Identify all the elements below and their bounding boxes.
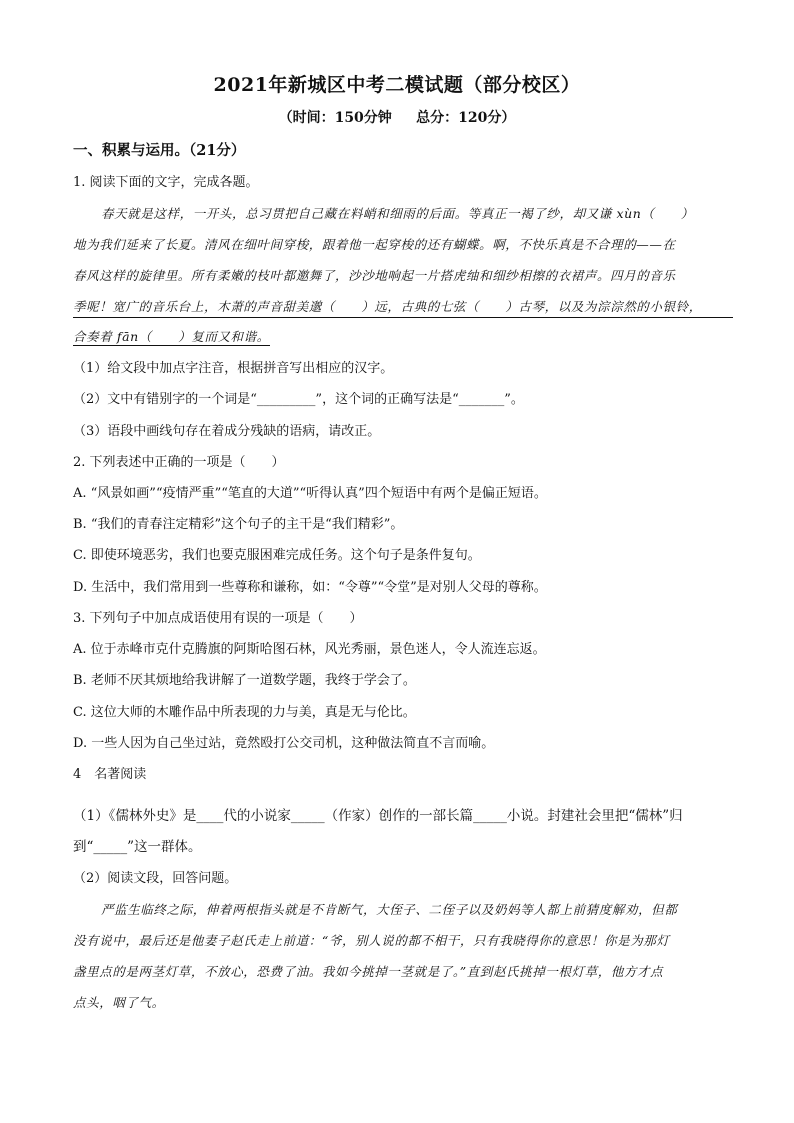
q4-sub2: （2）阅读文段，回答问题。 [73, 871, 238, 886]
q4-passage-line: 点头，咽了气。 [73, 995, 165, 1010]
q1-passage-line: 春风这样的旋律里。所有柔嫩的枝叶都邀舞了，沙沙地响起一片搭虎䌷和细纱相擦的衣裙声。四月的音乐 [73, 268, 676, 283]
q2-option-d: D. 生活中，我们常用到一些尊称和谦称，如：“令尊”“令堂”是对别人父母的尊称。 [73, 580, 547, 595]
q3-option-d: D. 一些人因为自己坐过站，竟然殴打公交司机，这种做法简直不言而喻。 [73, 736, 495, 751]
q1-sub-question: （3）语段中画线句存在着成分残缺的语病，请改正。 [73, 424, 381, 439]
q1-sub-question: （2）文中有错别字的一个词是“_________”，这个词的正确写法是“_______”。 [73, 392, 524, 407]
exam-title: 2021年新城区中考二模试题（部分校区） [213, 74, 581, 96]
q4-sub1-line: （1）《儒林外史》是____代的小说家_____（作家）创作的一部长篇_____小说。封建社会里把“儒林”归 [73, 808, 683, 824]
exam-subtitle: （时间：150分钟 总分：120分） [278, 110, 516, 126]
q1-passage-line: 春天就是这样，一开头，总习贯把自己藏在料峭和细雨的后面。等真正一褐了纱，却又谦 xùn（ ） [101, 206, 694, 221]
q2-option-c: C. 即使环境恶劣，我们也要克服困难完成任务。这个句子是条件复句。 [73, 548, 481, 563]
q3-option-b: B. 老师不厌其烦地给我讲解了一道数学题，我终于学会了。 [73, 673, 416, 688]
q1-sub-question: （1）给文段中加点字注音，根据拼音写出相应的汉字。 [73, 361, 394, 376]
q4-passage-line: 没有说中，最后还是他妻子赵氏走上前道：“爷，别人说的都不相干，只有我晓得你的意思！你是为那灯 [73, 933, 670, 948]
q1-passage-line-underlined [73, 328, 733, 346]
q1-passage-line-underlined: 季呢！宽广的音乐台上，木萧的声音甜美邈（ ）远，古典的七弦（ ）古琴，以及为淙淙然的小银铃， [73, 298, 733, 318]
q2-option-a: A. “风景如画”“疫情严重”“笔直的大道”“听得认真”四个短语中有两个是偏正短语。 [73, 486, 547, 501]
question-1-stem: 1. 阅读下面的文字，完成各题。 [73, 175, 259, 190]
section-heading: 一、积累与运用。（21分） [73, 142, 246, 159]
q1-passage-line: 地为我们延来了长夏。清风在细叶间穿梭，跟着他一起穿梭的还有蝴蝶。啊，不快乐真是不合理的——在 [73, 237, 676, 252]
q3-option-c: C. 这位大师的木雕作品中所表现的力与美，真是无与伦比。 [73, 705, 416, 720]
question-4-stem: 4 名著阅读 [73, 767, 147, 782]
question-2-stem: 2. 下列表述中正确的一项是（ ） [73, 455, 285, 470]
q3-option-a: A. 位于赤峰市克什克腾旗的阿斯哈图石林，风光秀丽，景色迷人，令人流连忘返。 [73, 642, 546, 657]
q2-option-b: B. “我们的青春注定精彩”这个句子的主干是“我们精彩”。 [73, 517, 404, 532]
q4-passage-line: 严监生临终之际，伸着两根指头就是不肯断气，大侄子、二侄子以及奶妈等人都上前猜度解劝，但都 [101, 902, 678, 917]
q4-passage-line: 盏里点的是两茎灯草，不放心，恐费了油。我如今挑掉一茎就是了。”直到赵氏挑掉一根灯草，他方才点 [73, 964, 664, 979]
q4-sub1-line: 到“_____”这一群体。 [73, 839, 202, 855]
question-3-stem: 3. 下列句子中加点成语使用有误的一项是（ ） [73, 611, 363, 626]
q1-passage-last-underlined: 合奏着 fān（ ）复而又和谐。 [73, 329, 270, 344]
